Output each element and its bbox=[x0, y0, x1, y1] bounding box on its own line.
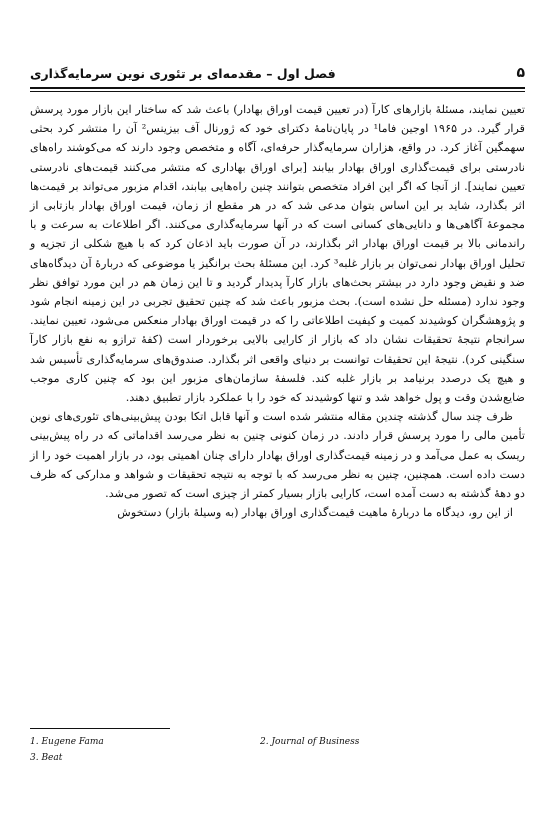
footnote-1: 1. Eugene Fama bbox=[30, 737, 104, 747]
footnote-row-2 bbox=[30, 750, 450, 766]
footnote-row-1 bbox=[30, 734, 450, 750]
footnote-2: 2. Journal of Business bbox=[260, 737, 360, 747]
body-text bbox=[30, 100, 525, 522]
footnote-rule bbox=[30, 728, 170, 729]
paragraph-2: ظرف چند سال گذشته چندین مقاله منتشر شده است و آنها قابل اتکا بودن پیش‌بینی‌های تئوری‌های نوین تأمین مالی را مورد پرسش قرار دادند. در زمان کنونی چنین به نظر می‌رسد اقداماتی که در راه پیش‌بینی ریسک به عمل می‌آمد و در زمینه قیمت‌گذاری اوراق بهادار دارای چنان اهمیتی بود، در بازار اهمیت خود را از دست داده است. همچنین، چنین به نظر می‌رسد که با توجه به نتیجه تحقیقات و شواهد و مدارکی که ظرف دو دههٔ گذشته به دست آمده است، کارایی بازار بسیار کمتر از چیزی است که تصور می‌شد. bbox=[30, 410, 525, 501]
chapter-title: فصل اول – مقدمه‌ای بر تئوری نوین سرمایه‌گذاری bbox=[30, 65, 336, 81]
page-number: ۵ bbox=[516, 65, 525, 81]
paragraph-3: از این رو، دیدگاه ما دربارهٔ ماهیت قیمت‌گذاری اوراق بهادار (به وسیلهٔ بازار) دستخوش bbox=[117, 506, 513, 520]
footnote-3: 3. Beat bbox=[30, 753, 63, 763]
footnotes bbox=[30, 734, 450, 766]
header-rule-thin bbox=[30, 91, 525, 92]
paragraph-1: تعیین نمایند، مسئلهٔ بازارهای کارآ (در تعیین قیمت اوراق بهادار) باعث شد که ساختار این بازار مورد پرسش قرار گیرد. در ۱۹۶۵ اوجین فاما¹ در پایان‌نامهٔ دکترای خود که ژورنال آف بیزینس² آن را منتشر کرد بحثی سهمگین آغاز کرد. در واقع، هزاران سرمایه‌گذار حرفه‌ای، آگاه و متخصص وجود دارند که می‌کوشند راه‌های نادرستی برای قیمت‌گذاری اوراق بهادار بیابند [برای اوراق بهاداری که منتشر می‌کنند قیمت‌های نادرستی تعیین نمایند]. از آنجا که اگر این افراد متخصص بتوانند چنین راه‌هایی بیابند، اقدام مزبور می‌تواند بر قیمت‌ها اثر بگذارد، شاید بر این اساس بتوان مدعی شد که در هر مقطع از زمان، قیمت اوراق بهادار بازتابی از مجموعهٔ آگاهی‌ها و دانایی‌های کسانی است که در آنها سرمایه‌گذاری می‌کنند. اگر اطلاعات به سرعت و با راندمانی بالا بر قیمت اوراق بهادار اثر بگذارند، در آن صورت باید اذعان کرد که با هیچ شکلی از تجزیه و تحلیل اوراق بهادار نمی‌توان بر بازار غلبه³ کرد. این مسئلهٔ بحث برانگیز یا موضوعی که دربارهٔ آن دیدگاه‌های ضد و نقیض وجود دارد در بیشتر بحث‌های بازار کارآ پدیدار گردید و تا این زمان هم در این مورد توافق نظر وجود ندارد (مسئله حل نشده است). بحث مزبور باعث شد که چنین تحقیق تجربی در این زمینه انجام شود و پژوهشگران کوشیدند کمیت و کیفیت اطلاعاتی را که در قیمت اوراق بهادار منعکس می‌شود، تعیین نمایند. سرانجام نتیجهٔ تحقیقات نشان داد که بازار از کارایی بالایی برخوردار است (کفهٔ ترازو به نفع بازار کارآ سنگینی کرد). نتیجهٔ این تحقیقات توانست بر دنیای واقعی اثر بگذارد. صندوق‌های سرمایه‌گذاری تأسیس شد و هیچ یک درصدد برنیامد بر بازار غلبه کند. فلسفهٔ سازمان‌های مزبور این بود که چنین کاری موجب ضایع‌شدن وقت و پول خواهد شد و تنها کوشیدند که خود را با عملکرد بازار تطبیق دهند. bbox=[30, 103, 526, 405]
running-header bbox=[30, 62, 525, 84]
